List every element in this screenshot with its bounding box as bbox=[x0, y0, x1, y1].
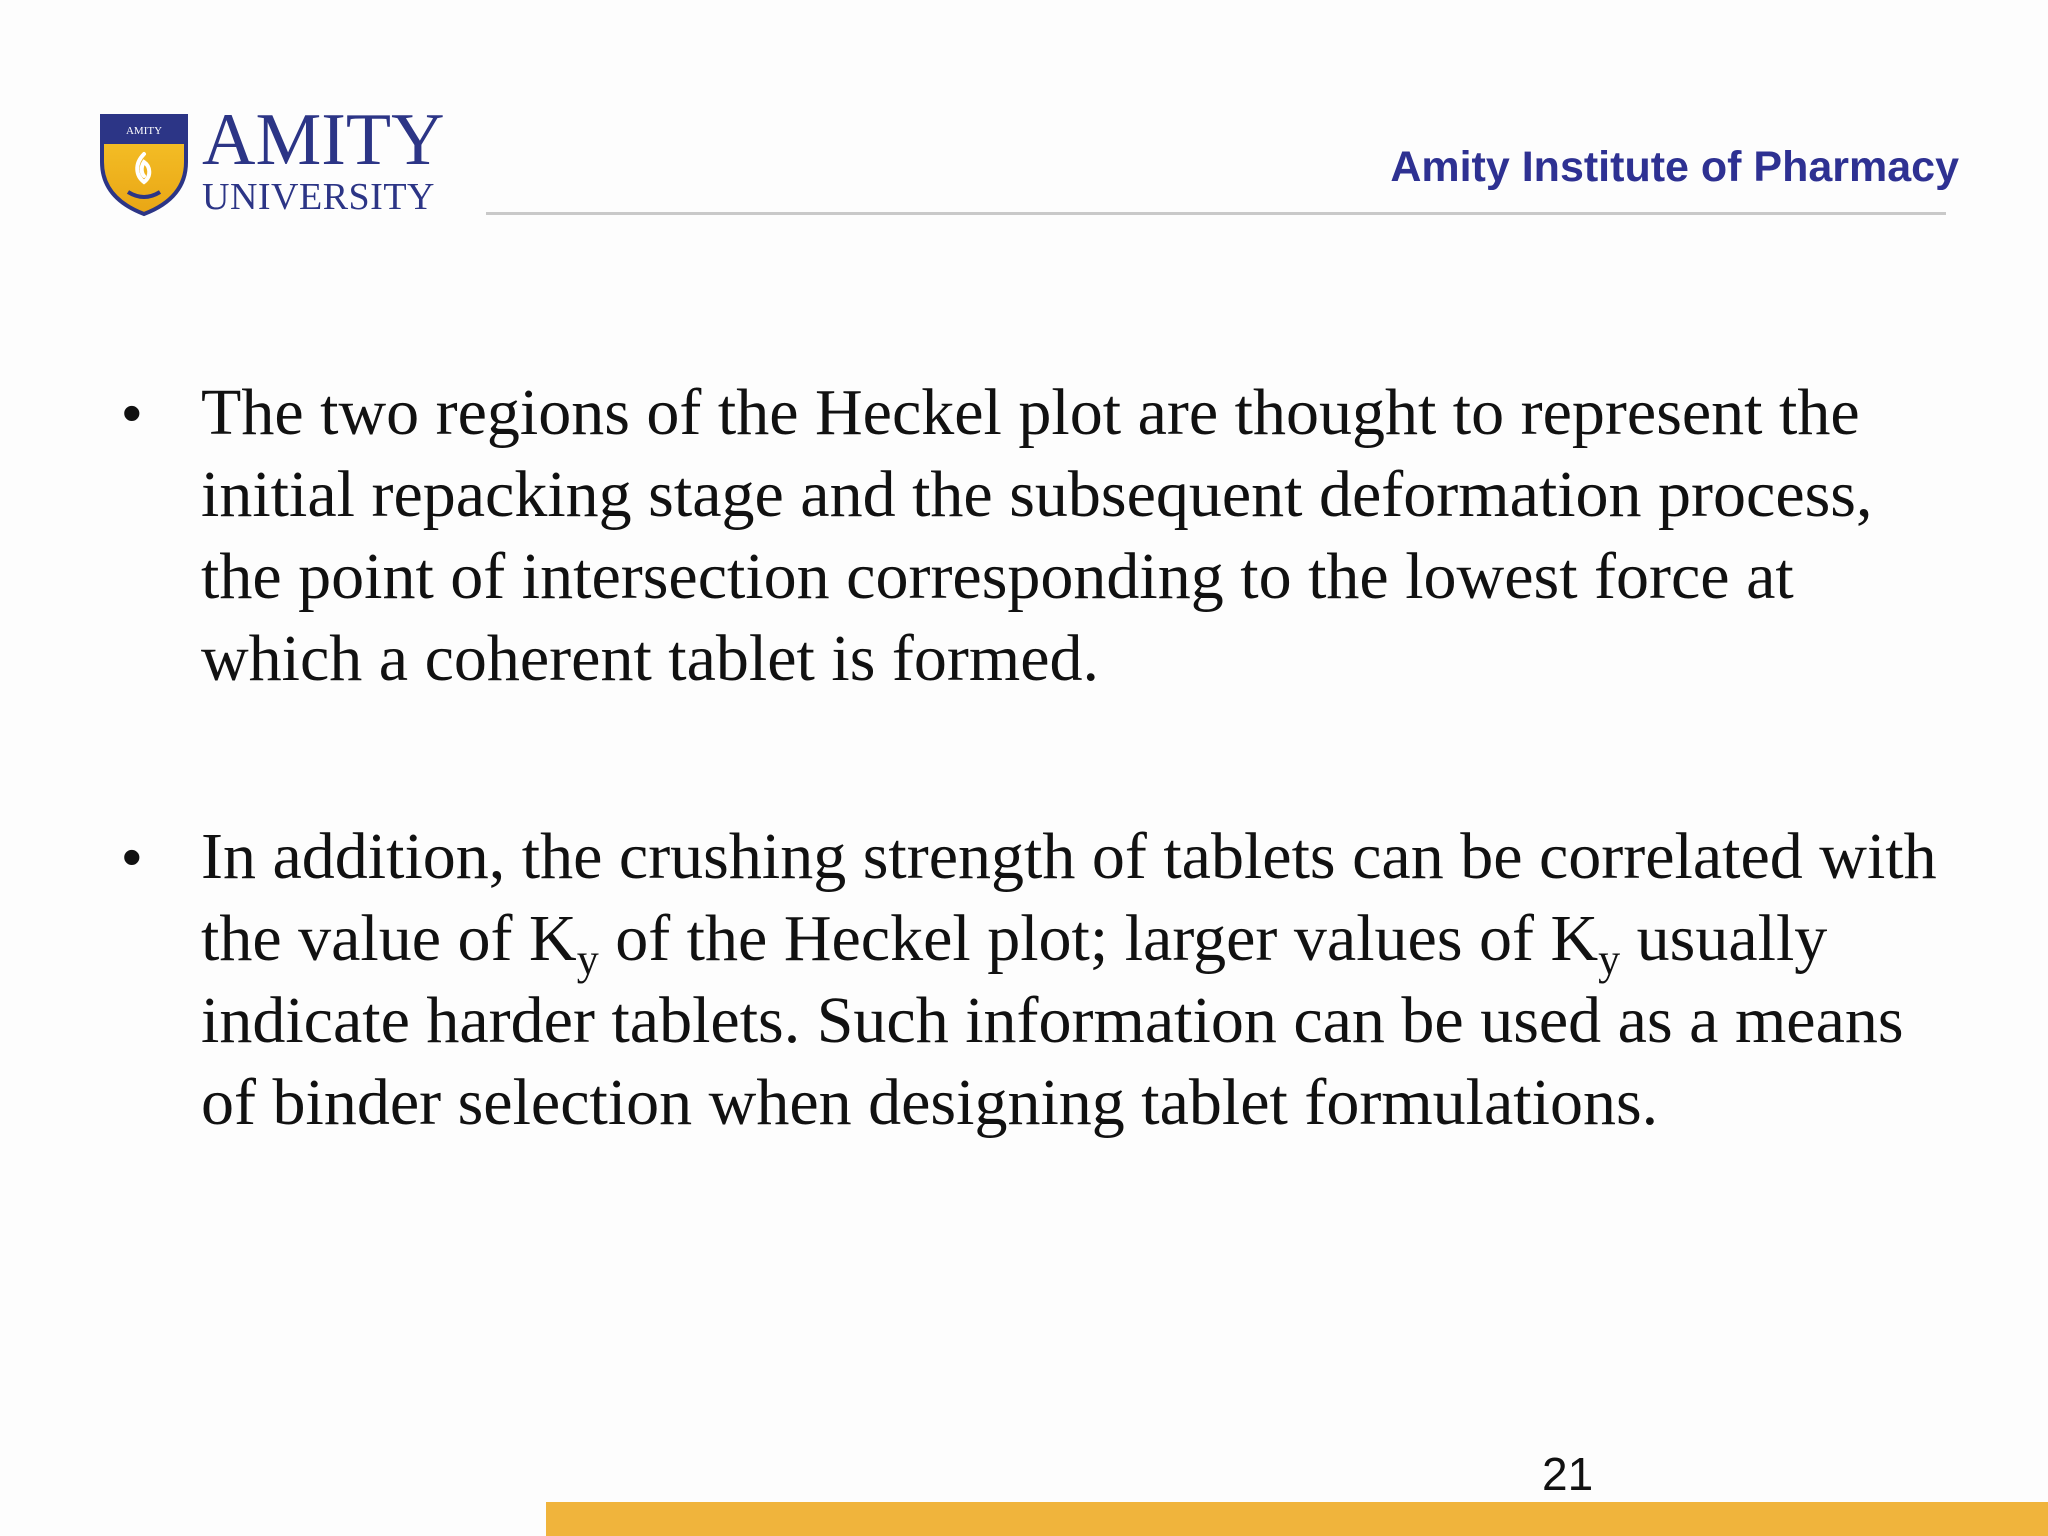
logo-subtitle: UNIVERSITY bbox=[202, 176, 435, 218]
institute-name: Amity Institute of Pharmacy bbox=[1390, 143, 1959, 191]
page-number: 21 bbox=[1542, 1448, 1594, 1500]
logo-wordmark: AMITY bbox=[202, 99, 445, 181]
bullet-text-segment: In addition, the crushing strength of tablets can be correlated with the value of K bbox=[201, 820, 1937, 975]
bullet-item bbox=[122, 372, 1942, 700]
header-divider bbox=[486, 212, 1946, 215]
footer-bar bbox=[546, 1502, 2048, 1536]
bullet-text-segment: of the Heckel plot; larger values of K bbox=[598, 902, 1599, 975]
bullet-text bbox=[201, 820, 1937, 1139]
bullet-item bbox=[122, 816, 1942, 1144]
amity-university-logo bbox=[98, 99, 458, 220]
bullet-text-segment: usually indicate harder tablets. Such information can be used as a means of binder selection when designing tablet formulations. bbox=[201, 902, 1904, 1139]
bullet-marker: • bbox=[122, 381, 142, 444]
bullet-text: The two regions of the Heckel plot are thought to represent the initial repacking stage and the subsequent deformation process, the point of intersection corresponding to the lowest force at which a coherent tablet is formed. bbox=[201, 376, 1873, 695]
bullet-marker: • bbox=[122, 825, 142, 888]
subscript: y bbox=[1598, 935, 1621, 984]
shield-icon bbox=[98, 110, 190, 218]
subscript: y bbox=[576, 935, 599, 984]
bullet-list bbox=[122, 372, 1942, 1260]
shield-label: AMITY bbox=[125, 125, 163, 137]
